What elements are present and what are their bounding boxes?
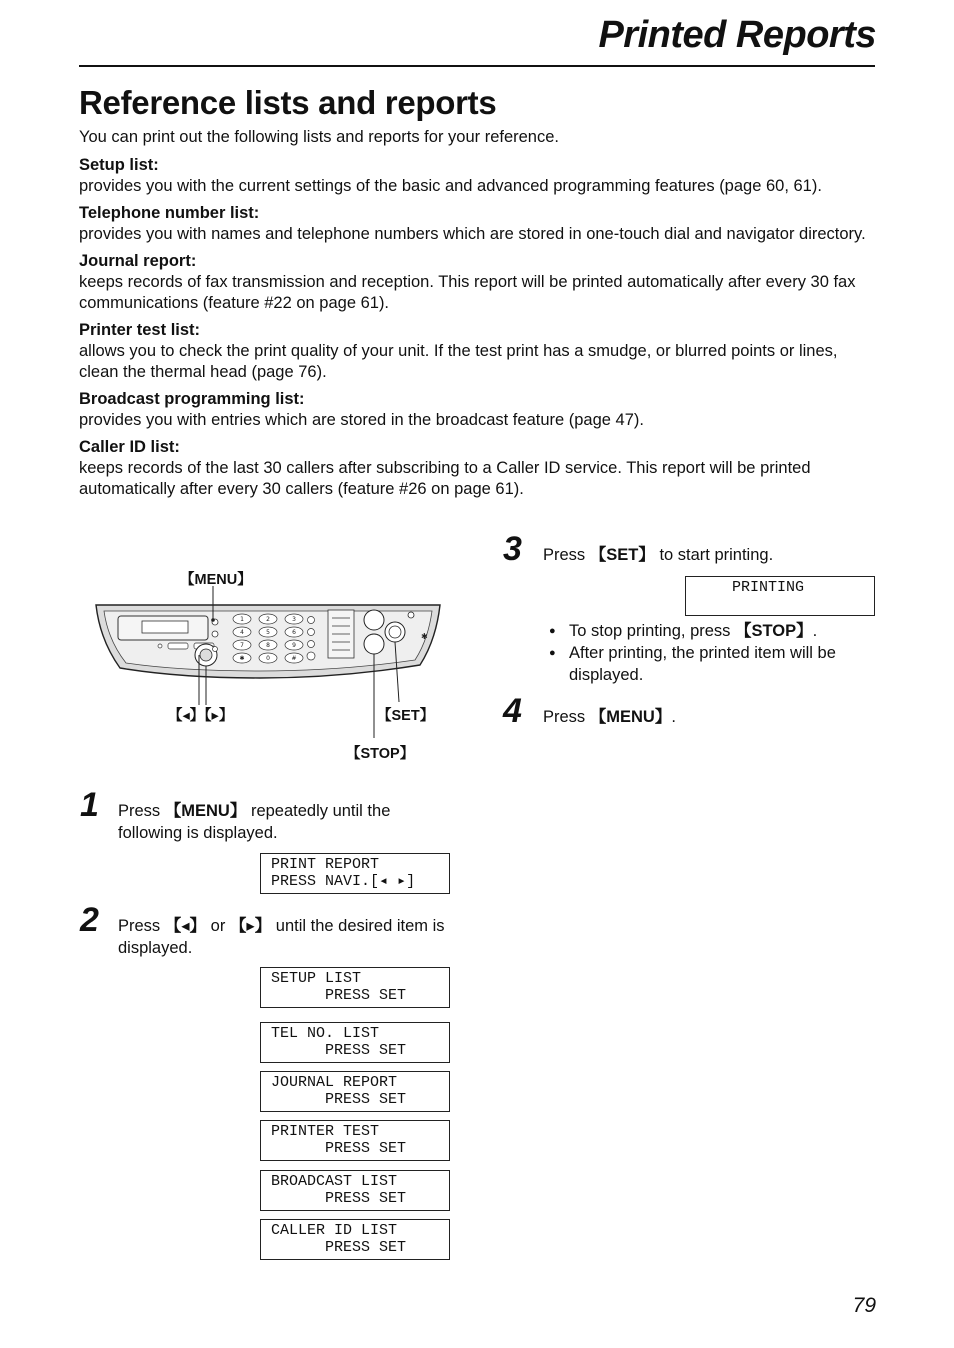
note-stop-printing: ● To stop printing, press 【STOP】. [549,620,869,642]
header-rule [79,65,875,67]
section-title: Reference lists and reports [79,84,497,121]
definition-term: Printer test list: [79,321,201,339]
definitions-list [79,155,879,506]
keypad-key-label: 8 [266,642,270,649]
keypad-key-label: 5 [266,629,270,636]
lcd-print-report: PRINT REPORT PRESS NAVI.[◂ ▸] [260,853,450,894]
definition-setup-list [79,155,879,197]
keypad-key-label: 4 [240,629,244,636]
step-3-notes [549,620,869,686]
definition-caller-id-list [79,437,879,500]
keypad-key-label: # [291,655,297,662]
keypad-key-label: 9 [292,642,296,649]
keypad-key-label: 3 [292,616,296,623]
keypad-key-label: 6 [292,629,296,636]
navigator-keys-label: 【◂】【▸】 [168,708,234,724]
keypad-key-label: 7 [240,642,244,649]
definition-telephone-number-list [79,203,879,245]
step-2-number: 2 [80,901,99,939]
definition-text: provides you with entries which are stored in the broadcast feature (page 47). [79,411,644,429]
lcd-caller-id-list: CALLER ID LIST PRESS SET [260,1219,450,1260]
step-4-text: Press 【MENU】. [543,708,676,726]
step-3-text: Press 【SET】 to start printing. [543,546,774,564]
lcd-tel-no-list: TEL NO. LIST PRESS SET [260,1022,450,1063]
definition-term: Journal report: [79,252,197,270]
fax-panel-drawing [90,560,450,770]
svg-text:✱: ✱ [421,632,428,641]
lcd-printing: PRINTING [685,576,875,616]
stop-key-label: 【STOP】 [346,746,415,762]
definition-printer-test-list [79,320,879,383]
lcd-setup-list: SETUP LIST PRESS SET [260,967,450,1008]
fax-control-panel-figure [90,560,450,770]
definition-text: provides you with names and telephone numbers which are stored in one-touch dial and navigator directory. [79,225,866,243]
lcd-broadcast-list: BROADCAST LIST PRESS SET [260,1170,450,1211]
step-1-text: Press 【MENU】 repeatedly until the following is displayed. [118,802,391,842]
step-2-text: Press 【◂】 or 【▸】 until the desired item is displayed. [118,917,445,957]
definition-journal-report [79,251,879,314]
note-after-printing: ● After printing, the printed item will be displayed. [549,642,869,686]
definition-term: Caller ID list: [79,438,180,456]
step-3-number: 3 [503,530,522,568]
keypad-key-label: 1 [240,616,244,623]
step-1-number: 1 [80,786,99,824]
definition-text: keeps records of fax transmission and reception. This report will be printed automatically after every 30 fax communications (feature #22 on page 61). [79,273,856,312]
definition-term: Telephone number list: [79,204,260,222]
definition-term: Broadcast programming list: [79,390,305,408]
intro-text: You can print out the following lists and reports for your reference. [79,128,559,146]
keypad-key-label: 0 [266,655,270,662]
lcd-printer-test: PRINTER TEST PRESS SET [260,1120,450,1161]
page-number: 79 [852,1294,876,1317]
definition-term: Setup list: [79,156,159,174]
header-title: Printed Reports [598,14,876,56]
definition-text: provides you with the current settings of the basic and advanced programming features (page 60, 61). [79,177,822,195]
keypad-key-label: ✱ [239,655,245,662]
definition-broadcast-list [79,389,879,431]
step-4-number: 4 [503,692,522,730]
definition-text: allows you to check the print quality of your unit. If the test print has a smudge, or blurred points or lines, clean the thermal head (page 76). [79,342,838,381]
menu-key-label: 【MENU】 [180,572,252,588]
lcd-journal-report: JOURNAL REPORT PRESS SET [260,1071,450,1112]
definition-text: keeps records of the last 30 callers after subscribing to a Caller ID service. This report will be printed automatically after every 30 callers (feature #26 on page 61). [79,459,811,498]
keypad-key-label: 2 [266,616,270,623]
set-key-label: 【SET】 [377,708,435,724]
